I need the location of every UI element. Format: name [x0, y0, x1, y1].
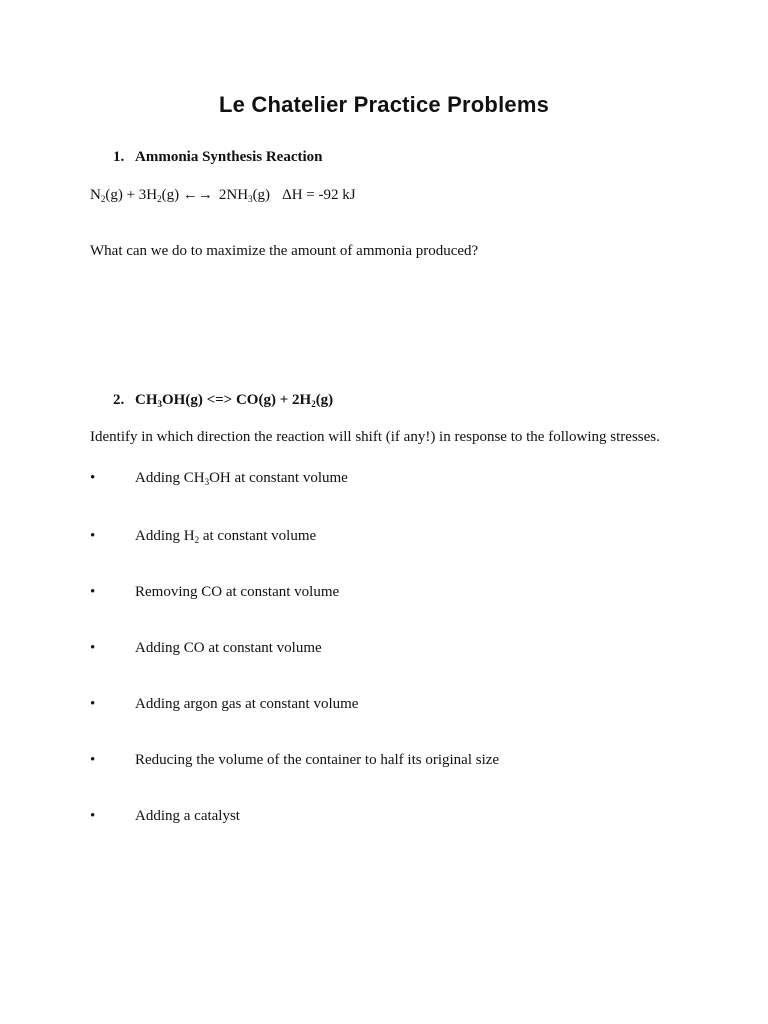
- question-1-title: Ammonia Synthesis Reaction: [135, 149, 323, 165]
- question-2-heading: 2. $CH_3OH(g)$ <=> $CO(g) + 2H_2(g)$: [113, 392, 334, 409]
- question-1-number: 1.: [113, 149, 125, 165]
- bullet-icon: •: [90, 584, 96, 600]
- bullet-icon: •: [90, 808, 96, 824]
- bullet-icon: •: [90, 696, 96, 712]
- page-title: Le Chatelier Practice Problems: [218, 92, 550, 117]
- bullet-icon: •: [90, 528, 96, 544]
- enthalpy-value: ΔH = -92 kJ: [282, 187, 356, 203]
- question-2-instruction: Identify in which direction the reaction will shift (if any!) in response to the following stresses.: [90, 429, 660, 445]
- ammonia-equation: $N_2(g) + 3H_2(g)$ ←→ $2NH_3(g) \Delta H = -92$ kJ: [90, 187, 356, 204]
- bullet-icon: •: [90, 470, 96, 486]
- bullet-icon: •: [90, 752, 96, 768]
- document-page: Le Chatelier Practice Problems 1. Ammonia Synthesis Reaction $N_2(g) + 3H_2(g)$ ←→ $2NH_3(g) \Delta H = -92$ kJ What can we do to maximize the amount of ammonia produced? 2. $CH_3OH(g)$ <=> $CO(g) + 2H_2(g)$ Identify in which direction the reaction will shift (if any!) in response to the following stresses. • Adding $CH_3OH$ at constant volume • Adding $H_2$ at constant volume • Removing CO at constant volume • Adding CO at constant volume • Adding argon gas at constant volume • Reducing the volume of the container to half its original size • Adding a catalyst: [0, 0, 768, 1024]
- question-1-heading: [113, 149, 323, 166]
- question-2-number: 2.: [113, 392, 125, 408]
- question-1-prompt: What can we do to maximize the amount of ammonia produced?: [90, 243, 479, 259]
- bullet-icon: •: [90, 640, 96, 656]
